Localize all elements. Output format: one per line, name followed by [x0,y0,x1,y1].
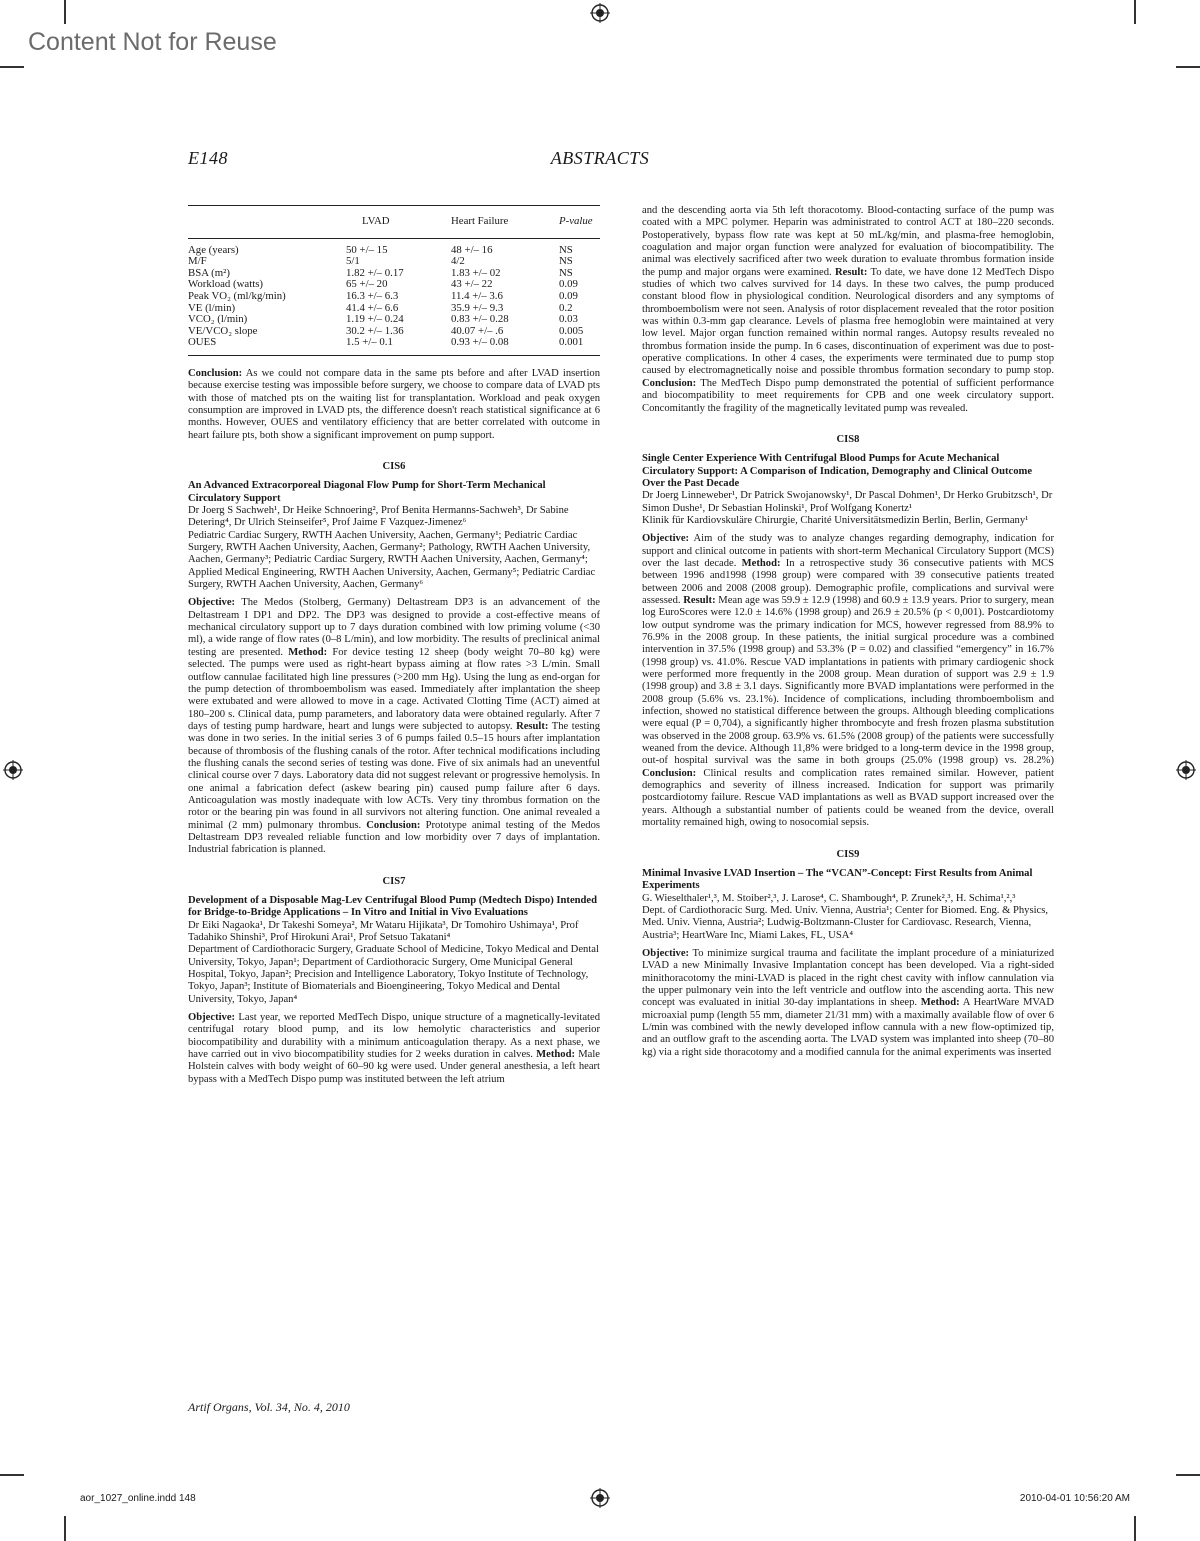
section-label: Conclusion: [642,767,697,779]
abstract-affiliations: Dept. of Cardiothoracic Surg. Med. Univ. Vienna, Austria¹; Center for Biomed. Eng. & Physics, Med. Univ. Vienna, Austria²; Ludwig-Boltzmann-Cluster for Cardiovasc. Research, Vienna, Austria³; HeartWare Inc, Miami Lakes, FL, USA⁴ [642,904,1049,941]
table-row [188,238,600,256]
table-header-cell: Heart Failure [451,206,559,239]
left-column [188,205,600,1086]
conclusion-paragraph [188,368,600,442]
table-cell: 11.4 +/– 3.6 [451,289,503,302]
abstract-authors: Dr Eiki Nagaoka¹, Dr Takeshi Someya², Mr Wataru Hijikata³, Dr Tomohiro Ushimaya¹, Prof Tadahiko Shinshi³, Prof Hirokuni Arai¹, Prof Setsuo Takatani⁴ [188,919,579,944]
section-label: Result: [835,266,868,278]
crop-mark [1176,1474,1200,1476]
abstract-id: CIS6 [382,461,406,472]
abstract-affiliations: Klinik für Kardiovskuläre Chirurgie, Charité Universitätsmedizin Berlin, Berlin, Germany¹ [642,514,1029,526]
results-table [188,205,600,356]
print-timestamp: 2010-04-01 10:56:20 AM [1019,1493,1130,1504]
table-cell: 0.83 +/– 0.28 [451,313,509,326]
table-row [188,314,600,326]
table-cell: 35.9 +/– 9.3 [451,301,504,314]
section-label: Method: [741,557,781,569]
table-header-cell: LVAD [346,206,451,239]
section-label: Result: [683,594,716,606]
table-cell: 41.4 +/– 6.6 [346,301,399,314]
abstract-body [642,533,1054,829]
paragraph-text: In a retrospective study 36 consecutive patients with MCS between 1996 and1998 (1998 group) were compared with 39 consecutive patients treated between 2006 and 2008 (2008 group). Demographic profile, complications and survival were assessed. [642,557,1054,606]
paragraph-text: and the descending aorta via 5th left thoracotomy. Blood-contacting surface of the pump was coated with a MPC polymer. Heparin was administrated to control ACT at 180–220 seconds. Postoperatively, bypass flow rate was kept at 50 mL/kg/min, and plasma-free hemoglobin, coagulation and major organ function were analyzed for evaluation of biocompatibility. The animal was electively sacrificed after two week duration to evaluate thrombus formation inside the pump and major organs were examined. [642,205,1054,278]
table-cell: Peak VO₂ (ml/kg/min) [188,289,286,302]
abstract-body [642,948,1054,1059]
abstract-title: An Advanced Extracorporeal Diagonal Flow Pump for Short-Term Mechanical Circulatory Support [188,480,546,504]
table-row [188,337,600,355]
table-cell: 4/2 [451,255,465,268]
right-column [642,205,1054,1059]
table-cell: VE/VCO₂ slope [188,324,258,337]
table-cell: NS [559,255,573,268]
paragraph-text: As we could not compare data in the same pts before and after LVAD insertion because exercise testing was impossible before surgery, we choose to compare data of LVAD pts with those of matched pts on the waiting list for transplantation. Workload and peak oxygen consumption are improved in LVAD pts, the difference doesn't reach statistical significance at 6 months. However, OUES and ventilatory efficiency that are better correlated with outcome in heart failure pts, both show a significant improvement on pump support. [188,367,600,441]
registration-mark-icon [590,3,610,23]
section-label: Conclusion: [366,819,421,831]
abstract-id: CIS9 [836,848,860,860]
table-header-row [188,206,600,239]
file-slug: aor_1027_online.indd 148 [80,1493,196,1504]
crop-mark [64,1516,66,1541]
abstract-title: Minimal Invasive LVAD Insertion – The “VCAN”-Concept: First Results from Animal Experiments [642,867,1033,892]
table-cell: M/F [188,255,207,268]
section-label: Objective: [642,533,690,545]
table-cell: Age (years) [188,243,239,256]
abstract-authors: Dr Joerg S Sachweh¹, Dr Heike Schnoering², Prof Benita Hermanns-Sachweh³, Dr Sabine Detering⁴, Dr Ulrich Steinseifer⁵, Prof Jaime F Vazquez-Jimenez⁶ [188,505,569,529]
table-cell: 1.19 +/– 0.24 [346,313,404,326]
journal-citation: Artif Organs, Vol. 34, No. 4, 2010 [188,1400,350,1414]
running-head: ABSTRACTS [550,148,650,168]
table-cell: 5/1 [346,255,360,268]
section-label: Conclusion: [188,367,243,379]
table-cell: 0.03 [559,313,578,326]
paragraph-text: Male Holstein calves with body weight of 60–90 kg were used. Under general anesthesia, a left heart bypass with a MedTech Dispo pump was instituted between the left atrium [188,1049,600,1085]
table-cell: 0.005 [559,324,584,337]
page-number: E148 [188,148,228,168]
paragraph-text: Last year, we reported MedTech Dispo, unique structure of a magnetically-levitated centrifugal rotary blood pump, and its low hemolytic characteristics and superior biocompatibility and durability with a minimum anticoagulation therapy. As a next phase, we have carried out in vivo biocompatibility studies for 2 weeks duration in calves. [188,1012,600,1061]
paragraph-text: A HeartWare MVAD microaxial pump (length 55 mm, diameter 21/31 mm) with a maximally available flow of over 6 L/min was combined with the newly developed inflow cannula with a new flow-optimized tip, and an outflow graft to the ascending aorta. The LVAD system was implanted into sheep (70–80 kg) via a right side thoracotomy and a modified cannula for the animal experiments was inserted [642,997,1054,1058]
section-label: Method: [536,1049,575,1061]
paragraph-text: The MedTech Dispo pump demonstrated the potential of sufficient performance and biocompatibility to meet requirements for CPB and one week circulatory support. Concomitantly the fragility of the magnetically levitated pump was revealed. [642,377,1054,414]
table-cell: OUES [188,337,346,355]
abstract-title: Development of a Disposable Mag-Lev Centrifugal Blood Pump (Medtech Dispo) Intended for Bridge-to-Bridge Applications – In Vitro and Initial in Vivo Evaluations [188,895,598,919]
table-cell: 0.001 [559,337,600,355]
table-cell: 16.3 +/– 6.3 [346,289,399,302]
table-cell: 0.09 [559,289,578,302]
table-cell: 43 +/– 22 [451,278,493,291]
table-cell: Workload (watts) [188,278,263,291]
table-body [188,238,600,355]
paragraph-text: The Medos (Stolberg, Germany) Deltastream DP3 is an advancement of the Deltastream I DP1 and DP2. The DP3 was designed to provide a cost-effective means of mechanical circulatory support up to 7 days duration combined with low priming volume (<30 ml), a wide range of flow rates (0–8 L/min), and low morbidity. The results of preclinical animal testing are presented. [188,597,600,658]
paragraph-text: To minimize surgical trauma and facilitate the implant procedure of a miniaturized LVAD a new Minimally Invasive Implantation concept has been developed. Via a right-sided minithoracotomy the mini-LVAD is placed in the right chest cavity with inflow cannulation via the upper pulmonary vein into the left ventricle and outflow into the ascending aorta. This new concept was evaluated in initial 30-day implantations in sheep. [642,947,1054,1009]
section-label: Objective: [188,597,236,609]
table-cell: VCO₂ (l/min) [188,313,248,326]
section-label: Result: [516,720,549,732]
table-cell: 65 +/– 20 [346,278,388,291]
paragraph-text: Prototype animal testing of the Medos Deltastream DP3 revealed reliable function and low morbidity over 7 days of implantation. Industrial fabrication is planned. [188,819,600,856]
registration-mark-icon [3,760,23,780]
table-row [188,326,600,338]
table-cell: 0.93 +/– 0.08 [451,337,559,355]
table-cell: NS [559,243,573,256]
crop-mark [1176,66,1200,68]
crop-mark [64,0,66,24]
paragraph-text: Clinical results and complication rates remained similar. However, patient demographics and severity of illness increased. Indication for support was primarily postcardiotomy failure. Rescue VAD implantations as well as BVAD support increased over the years. Although a substantial number of patients could be weaned from the device, overall mortality remained high, owing to nosocomial sepsis. [642,767,1054,829]
table-cell: 40.07 +/– .6 [451,324,504,337]
table-cell: 50 +/– 15 [346,243,388,256]
table-cell: 1.82 +/– 0.17 [346,266,404,279]
section-label: Objective: [642,947,690,959]
table-header-cell: P-value [559,206,600,239]
section-label: Objective: [188,1012,236,1024]
table-cell: 1.83 +/– 02 [451,266,501,279]
paragraph-text: To date, we have done 12 MedTech Dispo studies of which two calves survived for 14 days. In these two calves, the pump produced constant blood flow in physiological condition. Neurological disorders and any symptoms of thromboembolism were not seen. Analysis of rotor displacement revealed that the rotor position was within 0.3-mm gap clearance. Levels of plasma free hemoglobin were maintained at very low level. Major organ function remained within normal ranges. Autopsy results revealed no thrombus formation inside the pump. In 6 cases, discontinuation of experiment was due to post-operative complications. In other 4 cases, the experiments were terminated due to pump stop caused by electromagnetically noise and possible thrombus formation secondary to pump stop. [642,266,1054,377]
table-cell: 30.2 +/– 1.36 [346,324,404,337]
abstract-title: Single Center Experience With Centrifugal Blood Pumps for Acute Mechanical Circulatory Support: A Comparison of Indication, Demography and Clinical Outcome Over the Past Decade [642,453,1033,489]
crop-mark [0,66,24,68]
abstract-id: CIS8 [836,433,860,445]
registration-mark-icon [590,1488,610,1508]
abstract-affiliations: Department of Cardiothoracic Surgery, Graduate School of Medicine, Tokyo Medical and Dental University, Tokyo, Japan¹; Department of Cardiothoracic Surgery, Ome Municipal General Hospital, Tokyo, Japan²; Precision and Intelligence Laboratory, Tokyo Institute of Technology, Tokyo, Japan³; Institute of Biomaterials and Bioengineering, Tokyo Medical and Dental University, Tokyo, Japan⁴ [188,944,599,1005]
section-label: Method: [920,997,960,1009]
abstract-body [188,1012,600,1086]
abstract-affiliations: Pediatric Cardiac Surgery, RWTH Aachen University, Aachen, Germany¹; Pediatric Cardiac Surgery, RWTH Aachen University, Aachen, Germany²; Pathology, RWTH Aachen University, Aachen, Germany³; Pediatric Cardiac Surgery, RWTH Aachen University, Aachen, Germany⁴; Applied Medical Engineering, RWTH Aachen University, Aachen, Germany⁵; Pediatric Cardiac Surgery, RWTH Aachen University, Aachen, Germany⁶ [188,529,596,591]
paragraph-text: For device testing 12 sheep (body weight 70–80 kg) were selected. The pumps were used as right-heart bypass aiming at flow rates >3 L/min. Small outflow cannulae facilitated high line pressures (>200 mm Hg). Using the lung as end-organ for the pump detection of thromboembolism was eased. Immediately after implantation the sheep were extubated and were allowed to move in a cage. Activated Clotting Time (ACT) aimed at 180–200 s. Clinical data, pump parameters, and laboratory data were obtained regularly. After 7 days of testing pump hardware, heart and lungs were subjected to autopsy. [188,646,601,732]
abstract-authors: G. Wieselthaler¹,³, M. Stoiber²,³, J. Larose⁴, C. Shambough⁴, P. Zrunek²,³, H. Schima¹,²,³ [642,892,1016,904]
abstract-id: CIS7 [382,875,406,887]
table-cell: 0.2 [559,301,573,314]
paragraph-text: Mean age was 59.9 ± 12.9 (1998) and 60.9 ± 13.9 years. Prior to surgery, mean log EuroScores were 12.0 ± 14.6% (1998 group) and 26.9 ± 20.5% (p < 0,001). Postcardiotomy low output syndrome was the primary indication for MCS, however regressed from 88.9% to 76.9% in the 2008 group. In these patients, the initial surgical procedure was a combined intervention in 37.5% (1998 group) and 53.3% (P = 0.02) and classified “emergency” in 16.7% (1998 group) vs. 41.0%. Rescue VAD implantations in patients with primary cardiogenic shock were performed more frequently in the 2008 group. Mean duration of support was 2.9 ± 1.9 (1998 group) and 3.8 ± 3.1 days. Significantly more BVAD implantations were performed in the 2008 group (5.6% vs. 23.1%). Incidence of complications, including thromboembolism and infection, showed no statistical difference between the groups. Although bleeding complications were equal (P = 0,704), a significantly higher thrombocyte and fresh frozen plasma substitution was observed in the 2008 group. 63.9% vs. 61.5% (2008 group) of the patients were successfully weaned from the device. Although 11,8% were bridged to a long-term device in the 1998 group, out-of hospital survival was the same in both groups (25.0% (1998 group) vs. 28.2%) [642,594,1054,767]
registration-mark-icon [1176,760,1196,780]
section-label: Method: [288,646,328,658]
table-cell: BSA (m²) [188,266,230,279]
crop-mark [0,1474,24,1476]
crop-mark [1134,0,1136,24]
abstract-authors: Dr Joerg Linneweber¹, Dr Patrick Swojanowsky¹, Dr Pascal Dohmen¹, Dr Herko Grubitzsch¹, Dr Simon Dushe¹, Dr Sebastian Holinski¹, Prof Wolfgang Konertz¹ [642,490,1053,514]
table-cell: 48 +/– 16 [451,243,493,256]
table-cell: 1.5 +/– 0.1 [346,337,451,355]
table-cell: 0.09 [559,278,578,291]
table-header-cell [188,206,346,239]
abstract-body [188,597,600,856]
table-cell: VE (l/min) [188,301,236,314]
crop-mark [1134,1516,1136,1541]
abstract-body-continued [642,205,1054,415]
watermark: Content Not for Reuse [28,28,277,56]
paragraph-text: The testing was done in two series. In the initial series 3 of 6 pumps failed 0.5–15 hours after implantation because of thrombosis of the flushing canals of the rotor. After technical modifications including the flushing canals the second series of testing was done. Five of six animals had an uneventful clinical course over 7 days. Laboratory data did not suggest relevant or progressive hemolysis. In one animal a fabrication defect (askew bearing pin) caused pump failure after 6 days. Anticoagulation was mostly inadequate with low ACTs. Very tiny thrombus formation on the rotor or the bearing pin was found in all survivors not altering function. One animal revealed a minimal (2 mm) pulmonary thrombus. [188,720,600,831]
table-row [188,291,600,303]
paragraph-text: Aim of the study was to analyze changes regarding demography, indication for support and clinical outcome in patients with short-term Mechanical Circulatory Support (MCS) over the last decade. [642,533,1054,569]
section-label: Conclusion: [642,377,697,389]
table-cell: NS [559,266,573,279]
